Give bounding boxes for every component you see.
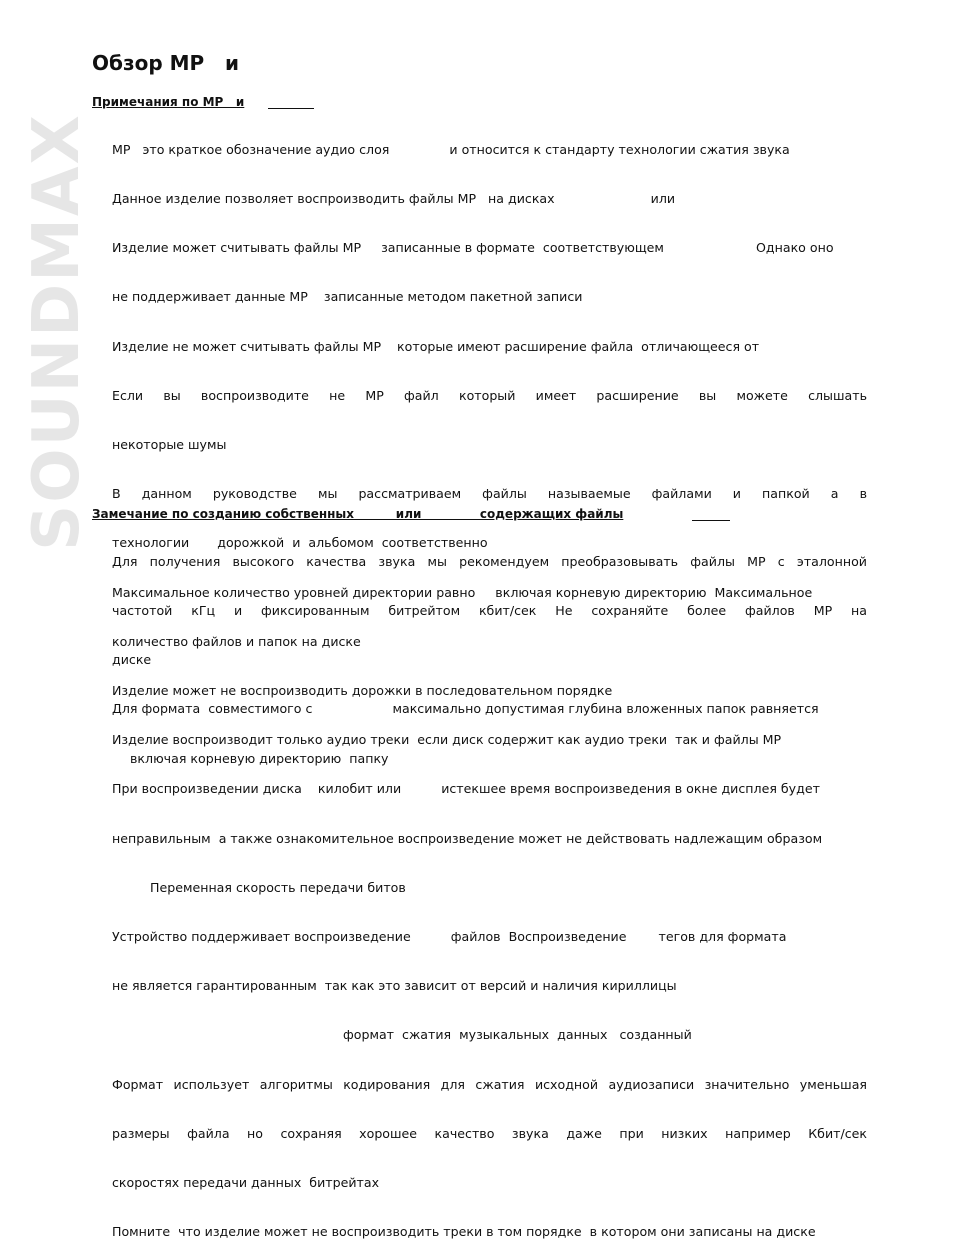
text-line: Для получения высокого качества звука мы рекомендуем преобразовывать файлы MP с эталонной <box>112 553 867 569</box>
text-line: Изделие может считывать файлы MP записанные в формате соответствующем Однако оно <box>112 240 834 256</box>
text-line: не поддерживает данные MP записанные методом пакетной записи <box>112 289 583 305</box>
section-heading-custom-discs: Замечание по созданию собственных или содержащих файлы <box>92 507 624 521</box>
text-line: Переменная скорость передачи битов <box>150 879 406 895</box>
text-line: включая корневую директорию папку <box>130 750 389 766</box>
text-line: Формат использует алгоритмы кодирования для сжатия исходной аудиозаписи значительно уменьшая <box>112 1076 867 1092</box>
brand-watermark-text: SOUNDMAX <box>20 113 94 551</box>
text-line: Максимальное количество уровней директории равно включая корневую директорию Максимальное <box>112 584 813 600</box>
text-line: размеры файла но сохраняя хорошее качество звука даже при низких например Кбит/сек <box>112 1125 867 1141</box>
text-line: некоторые шумы <box>112 437 227 453</box>
text-line: не является гарантированным так как это зависит от версий и наличия кириллицы <box>112 978 677 994</box>
text-line: формат сжатия музыкальных данных созданный <box>343 1027 692 1043</box>
text-line: Изделие воспроизводит только аудио треки если диск содержит как аудио треки так и файлы MP <box>112 732 782 748</box>
text-line: Изделие может не воспроизводить дорожки в последовательном порядке <box>112 683 613 699</box>
text-line: технологии дорожкой и альбомом соответственно <box>112 535 488 551</box>
text-line: В данном руководстве мы рассматриваем файлы называемые файлами и папкой а в <box>112 486 867 502</box>
brand-watermark <box>20 46 94 618</box>
section-heading-mp3-notes: Примечания по MP и <box>92 95 245 109</box>
text-line: количество файлов и папок на диске <box>112 633 361 649</box>
text-line: При воспроизведении диска килобит или истекшее время воспроизведения в окне дисплея будет <box>112 781 820 797</box>
text-line: Устройство поддерживает воспроизведение файлов Воспроизведение тегов для формата <box>112 929 787 945</box>
page-title: Обзор MP и <box>92 51 240 75</box>
text-line: Помните что изделие может не воспроизводить треки в том порядке в котором они записаны на диске <box>112 1224 816 1240</box>
text-line: неправильным а также ознакомительное воспроизведение может не действовать надлежащим образом <box>112 830 823 846</box>
text-line: скоростях передачи данных битрейтах <box>112 1175 380 1191</box>
text-line: MP это краткое обозначение аудио слоя и относится к стандарту технологии сжатия звука <box>112 141 790 157</box>
text-line: диске <box>112 652 152 668</box>
text-line: Для формата совместимого с максимально допустимая глубина вложенных папок равняется <box>112 701 819 717</box>
text-line: Изделие не может считывать файлы MP которые имеют расширение файла отличающееся от <box>112 338 760 354</box>
custom-discs-body <box>112 521 867 783</box>
text-line: Данное изделие позволяет воспроизводить файлы MP на дисках или <box>112 191 676 207</box>
text-line: Если вы воспроизводите не MP файл который имеет расширение вы можете слышать <box>112 387 867 403</box>
text-line: частотой кГц и фиксированным битрейтом кбит/сек Не сохраняйте более файлов MP на <box>112 603 867 619</box>
